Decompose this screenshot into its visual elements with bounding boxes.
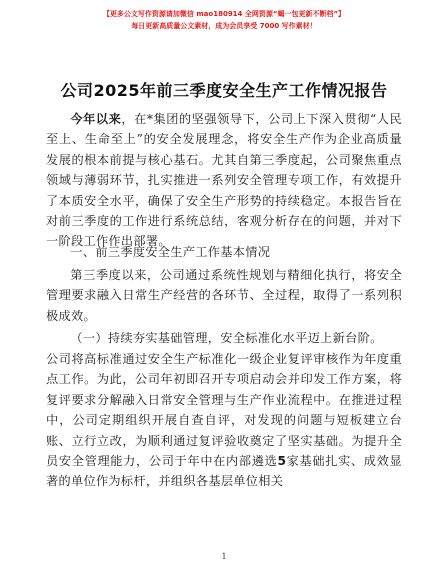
promo-banner-line-1: 【更多公文写作资源请加微信 mao180914 全网资源“蝎一包更新不断档”】 [102, 10, 346, 18]
subsection-1-heading: （一）持续夯实基础管理，安全标准化水平迈上新台阶。 [70, 331, 383, 345]
subsection-1-text: 公司将高标准通过安全生产标准化一级企业复评审核作为年度重点工作。为此，公司年初即召开专项启动会并印发工作方案，将复评要求分解融入日常安全管理与生产作业流程中。在推进过程中，公司定期组织开展自查自评，对发现的问题与短板建立台账、立行立改，为顺利通过复评验收奠定了坚实基础。为提升全员安全管理能力，公司于年中在内部遴选 [46, 352, 402, 469]
intro-lead: 今年以来 [70, 112, 122, 126]
intro-paragraph [46, 109, 402, 252]
subsection-1-number: 5 [277, 454, 287, 469]
promo-banner-line-2: 每日更新高质量公文素材，成为会员享受 7000 写作素材！ [131, 22, 317, 30]
section-1-heading: 一、前三季度安全生产工作基本情况 [70, 245, 271, 259]
document-title: 公司2025年前三季度安全生产工作情况报告 [60, 81, 388, 100]
page-number: 1 [221, 552, 227, 561]
subsection-1-text-2: 家基础扎实、成效显著的单位作为标杆，并组织各基层单位相关 [46, 454, 403, 489]
subsection-1-paragraph [46, 349, 402, 492]
section-1-paragraph: 第三季度以来，公司通过系统性规划与精细化执行，将安全管理要求融入日常生产经营的各环节、全过程，取得了一系列积极成效。 [46, 268, 402, 323]
intro-text: ，在*集团的坚强领导下，公司上下深入贯彻“人民至上、生命至上”的安全发展理念，将安全生产作为企业高质量发展的根本前提与核心基石。尤其自第三季度起，公司聚焦重点领域与薄弱环节，扎实推进一系列安全管理专项工作，有效提升了本质安全水平，确保了安全生产形势的持续稳定。本报告旨在对前三季度的工作进行系统总结，客观分析存在的问题，并对下一阶段工作作出部署。 [46, 112, 402, 249]
